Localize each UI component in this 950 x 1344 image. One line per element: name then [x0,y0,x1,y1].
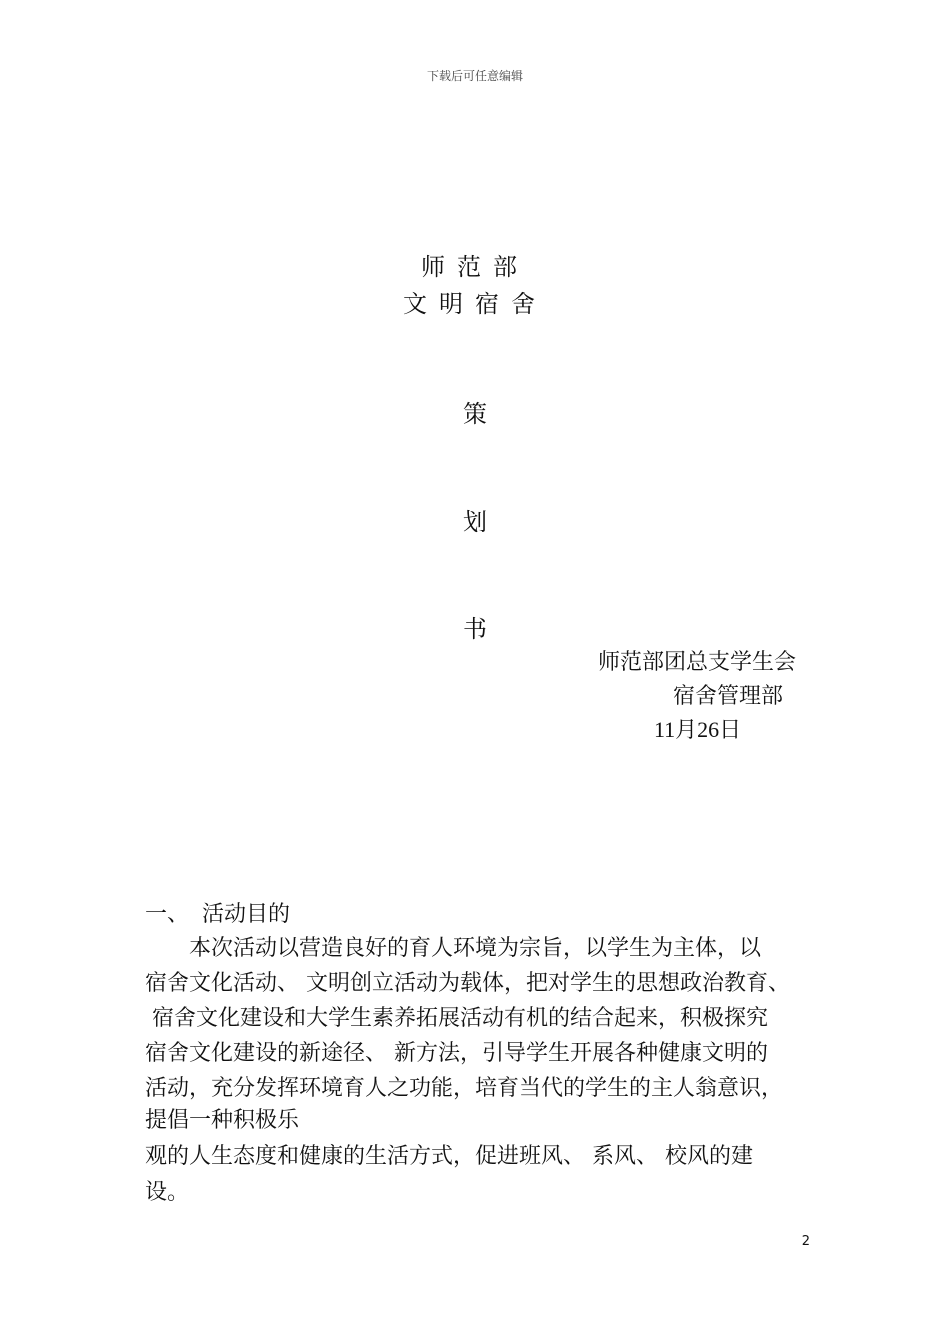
body-line: 宿舍文化建设和大学生素养拓展活动有机的结合起来，积极探究 [145,1006,768,1031]
title-char-ce: 策 [463,400,487,428]
body-line: 设。 [145,1180,190,1205]
signature-org: 师范部团总支学生会 [598,650,797,675]
header-note: 下载后可任意编辑 [426,69,523,83]
section-number: 一、 [145,902,190,927]
title-line-2: 文明宿舍 [403,290,547,318]
signature-dept: 宿舍管理部 [673,684,784,709]
body-line: 观的人生态度和健康的生活方式，促进班风、 系风、 校风的建 [145,1144,753,1169]
title-char-shu: 书 [463,615,487,643]
body-line: 提倡一种积极乐 [145,1108,300,1133]
body-line: 宿舍文化建设的新途径、 新方法，引导学生开展各种健康文明的 [145,1041,768,1066]
signature-date: 11月26日 [654,717,742,742]
page-number: 2 [801,1234,810,1249]
title-line-1: 师范部 [421,253,529,281]
body-line: 本次活动以营造良好的育人环境为宗旨，以学生为主体，以 [145,936,762,961]
title-char-hua: 划 [463,508,487,536]
section-title: 活动目的 [202,902,291,927]
body-line: 活动，充分发挥环境育人之功能，培育当代的学生的主人翁意识， [145,1076,784,1101]
section-heading [145,897,290,928]
body-line: 宿舍文化活动、 文明创立活动为载体，把对学生的思想政治教育、 [145,971,790,996]
